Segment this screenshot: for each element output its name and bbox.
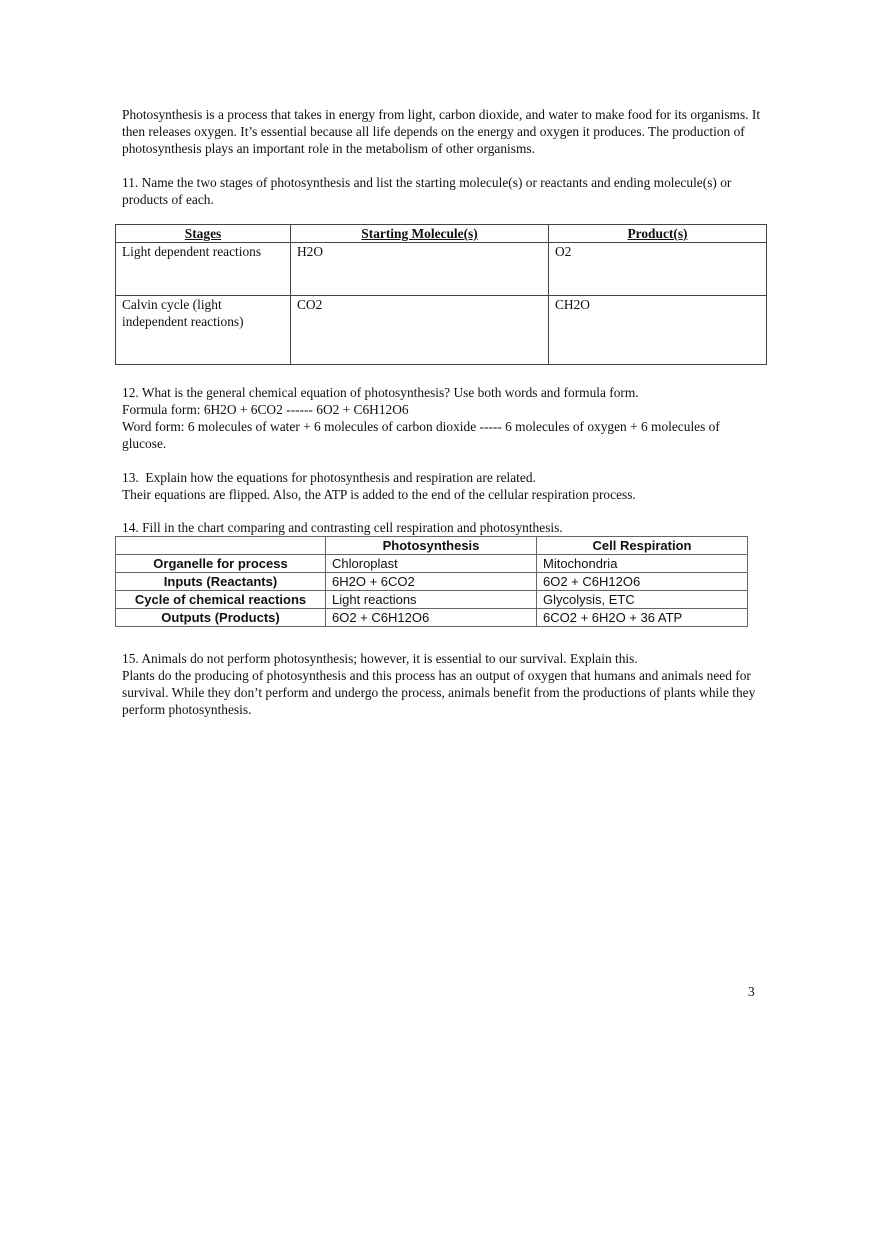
intro-text: Photosynthesis is a process that takes in energy from light, carbon dioxide, and water to make food for its organisms. It then releases oxygen. It’s essential because all life depends on the energy and oxygen it produces. The production of photosynthesis plays an important role in the metabolism of other organisms. (122, 107, 761, 156)
table-row (116, 609, 748, 627)
cell-respiration-cell: Mitochondria (537, 555, 748, 573)
starting-molecule-cell: CO2 (291, 296, 549, 365)
comparison-table (115, 536, 748, 627)
question-15 (122, 650, 762, 718)
stages-table (115, 224, 767, 365)
row-label: Organelle for process (116, 555, 326, 573)
word-form: Word form: 6 molecules of water + 6 molecules of carbon dioxide ----- 6 molecules of oxygen + 6 molecules of glucose. (122, 419, 720, 451)
table-row (116, 573, 748, 591)
question-15-text: 15. Animals do not perform photosynthesis; however, it is essential to our survival. Explain this. (122, 651, 638, 666)
row-label: Inputs (Reactants) (116, 573, 326, 591)
row-label: Cycle of chemical reactions (116, 591, 326, 609)
photosynthesis-cell: Light reactions (326, 591, 537, 609)
stages-header: Stages (116, 225, 291, 243)
cell-respiration-cell: 6CO2 + 6H2O + 36 ATP (537, 609, 748, 627)
question-15-answer: Plants do the producing of photosynthesis and this process has an output of oxygen that humans and animals need for survival. While they don’t perform and undergo the process, animals benefit from the productions of plants while they perform photosynthesis. (122, 668, 756, 717)
page-number: 3 (748, 984, 755, 999)
cell-respiration-cell: Glycolysis, ETC (537, 591, 748, 609)
photosynthesis-cell: 6O2 + C6H12O6 (326, 609, 537, 627)
question-11-text: 11. Name the two stages of photosynthesis and list the starting molecule(s) or reactants and ending molecule(s) or products of each. (122, 175, 732, 207)
row-label: Outputs (Products) (116, 609, 326, 627)
photosynthesis-header: Photosynthesis (326, 537, 537, 555)
empty-header-cell (116, 537, 326, 555)
product-cell: CH2O (549, 296, 767, 365)
table-row (116, 296, 767, 365)
question-12-text: 12. What is the general chemical equation of photosynthesis? Use both words and formula form. (122, 385, 639, 400)
intro-paragraph (122, 106, 762, 157)
question-14 (122, 519, 762, 536)
photosynthesis-cell: Chloroplast (326, 555, 537, 573)
table-row (116, 555, 748, 573)
question-13-answer: Their equations are flipped. Also, the ATP is added to the end of the cellular respiration process. (122, 487, 636, 502)
starting-molecules-header: Starting Molecule(s) (291, 225, 549, 243)
products-header: Product(s) (549, 225, 767, 243)
formula-form: Formula form: 6H2O + 6CO2 ------ 6O2 + C6H12O6 (122, 402, 409, 417)
starting-molecule-cell: H2O (291, 243, 549, 296)
table-row (116, 243, 767, 296)
stage-cell: Light dependent reactions (116, 243, 291, 296)
table-row (116, 591, 748, 609)
stage-cell: Calvin cycle (light independent reactions) (116, 296, 291, 365)
question-13 (122, 469, 762, 503)
table-header-row (116, 537, 748, 555)
cell-respiration-header: Cell Respiration (537, 537, 748, 555)
question-12 (122, 384, 762, 452)
cell-respiration-cell: 6O2 + C6H12O6 (537, 573, 748, 591)
question-11 (122, 174, 762, 208)
photosynthesis-cell: 6H2O + 6CO2 (326, 573, 537, 591)
question-13-text: 13. Explain how the equations for photosynthesis and respiration are related. (122, 470, 536, 485)
question-14-text: 14. Fill in the chart comparing and contrasting cell respiration and photosynthesis. (122, 520, 563, 535)
product-cell: O2 (549, 243, 767, 296)
